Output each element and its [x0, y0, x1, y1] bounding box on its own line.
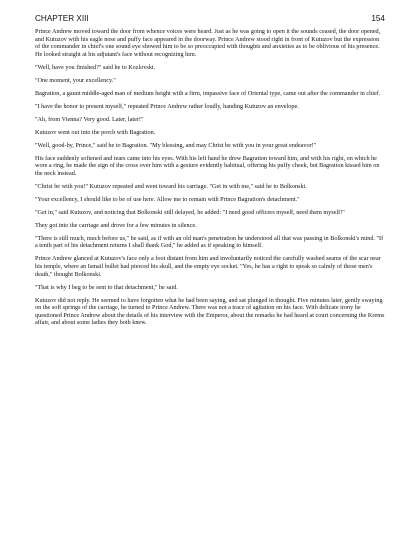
paragraph: "There is still much, much before us," he said, as if with an old man's penetration he understood all that was passing in Bolkonski's mind. "If a tenth part of his detachment returns I shall thank God," he added as if speaking to himself. [35, 234, 384, 250]
paragraph: His face suddenly softened and tears came into his eyes. With his left hand he drew Bagration toward him, and with his right, on which he wore a ring, he made the sign of the cross over him with a gesture evidently habitual, offering his puffy cheek, but Bagration kissed him on the neck instead. [35, 154, 380, 177]
page-number: 154 [371, 14, 385, 23]
paragraph: They got into the carriage and drove for a few minutes in silence. [35, 221, 197, 229]
paragraph: "Christ be with you!" Kutuzov repeated and went toward his carriage. "Get in with me," said he to Bolkonski. [35, 182, 307, 190]
paragraph: "Your excellency, I should like to be of use here. Allow me to remain with Prince Bagration's detachment." [35, 195, 300, 203]
paragraph: "I have the honor to present myself," repeated Prince Andrew rather loudly, handing Kutuzov an envelope. [35, 102, 299, 110]
paragraph: Prince Andrew glanced at Kutuzov's face only a foot distant from him and involuntarily noticed the carefully washed seams of the scar near his temple, where an Ismail bullet had pierced his skull, and the empty eye socket. "Yes, he has a right to speak so calmly of those men's death," thought Bolkonski. [35, 255, 381, 278]
page-header [35, 14, 385, 24]
paragraph: Prince Andrew moved toward the door from whence voices were heard. Just as he was going to open it the sounds ceased, the door opened, and Kutuzov with his eagle nose and puffy face appeared in the doorway. Prince Andrew stood right in front of Kutuzov but the expression of the commander in chief's one sound eye showed him to be so preoccupied with thoughts and anxieties as to be oblivious of his presence. He looked straight at his adjutant's face without recognizing him. [35, 28, 381, 58]
chapter-body [35, 28, 385, 327]
document-page [35, 14, 385, 332]
paragraph: "Well, good-by, Prince," said he to Bagration. "My blessing, and may Christ be with you in your great endeavor!" [35, 141, 317, 149]
paragraph: "That is why I beg to be sent to that detachment," he said. [35, 283, 178, 291]
paragraph: Bagration, a gaunt middle-aged man of medium height with a firm, impassive face of Oriental type, came out after the commander in chief. [35, 89, 381, 97]
paragraph: "Ah, from Vienna? Very good. Later, later!" [35, 115, 144, 123]
paragraph: Kutuzov went out into the porch with Bagration. [35, 128, 156, 136]
chapter-title: CHAPTER XIII [35, 14, 89, 23]
paragraph: "Well, have you finished?" said he to Kozlovski. [35, 63, 156, 71]
paragraph: "Get in," said Kutuzov, and noticing that Bolkonski still delayed, he added: "I need good officers myself, need them myself!" [35, 208, 345, 216]
paragraph: "One moment, your excellency." [35, 76, 116, 84]
paragraph: Kutuzov did not reply. He seemed to have forgotten what he had been saying, and sat plunged in thought. Five minutes later, gently swaying on the soft springs of the carriage, he turned to Prince Andrew. There was not a trace of agitation on his face. With delicate irony he questioned Prince Andrew about the details of his interview with the Emperor, about the remarks he had heard at court concerning the Krems affair, and about some ladies they both knew. [35, 296, 385, 327]
